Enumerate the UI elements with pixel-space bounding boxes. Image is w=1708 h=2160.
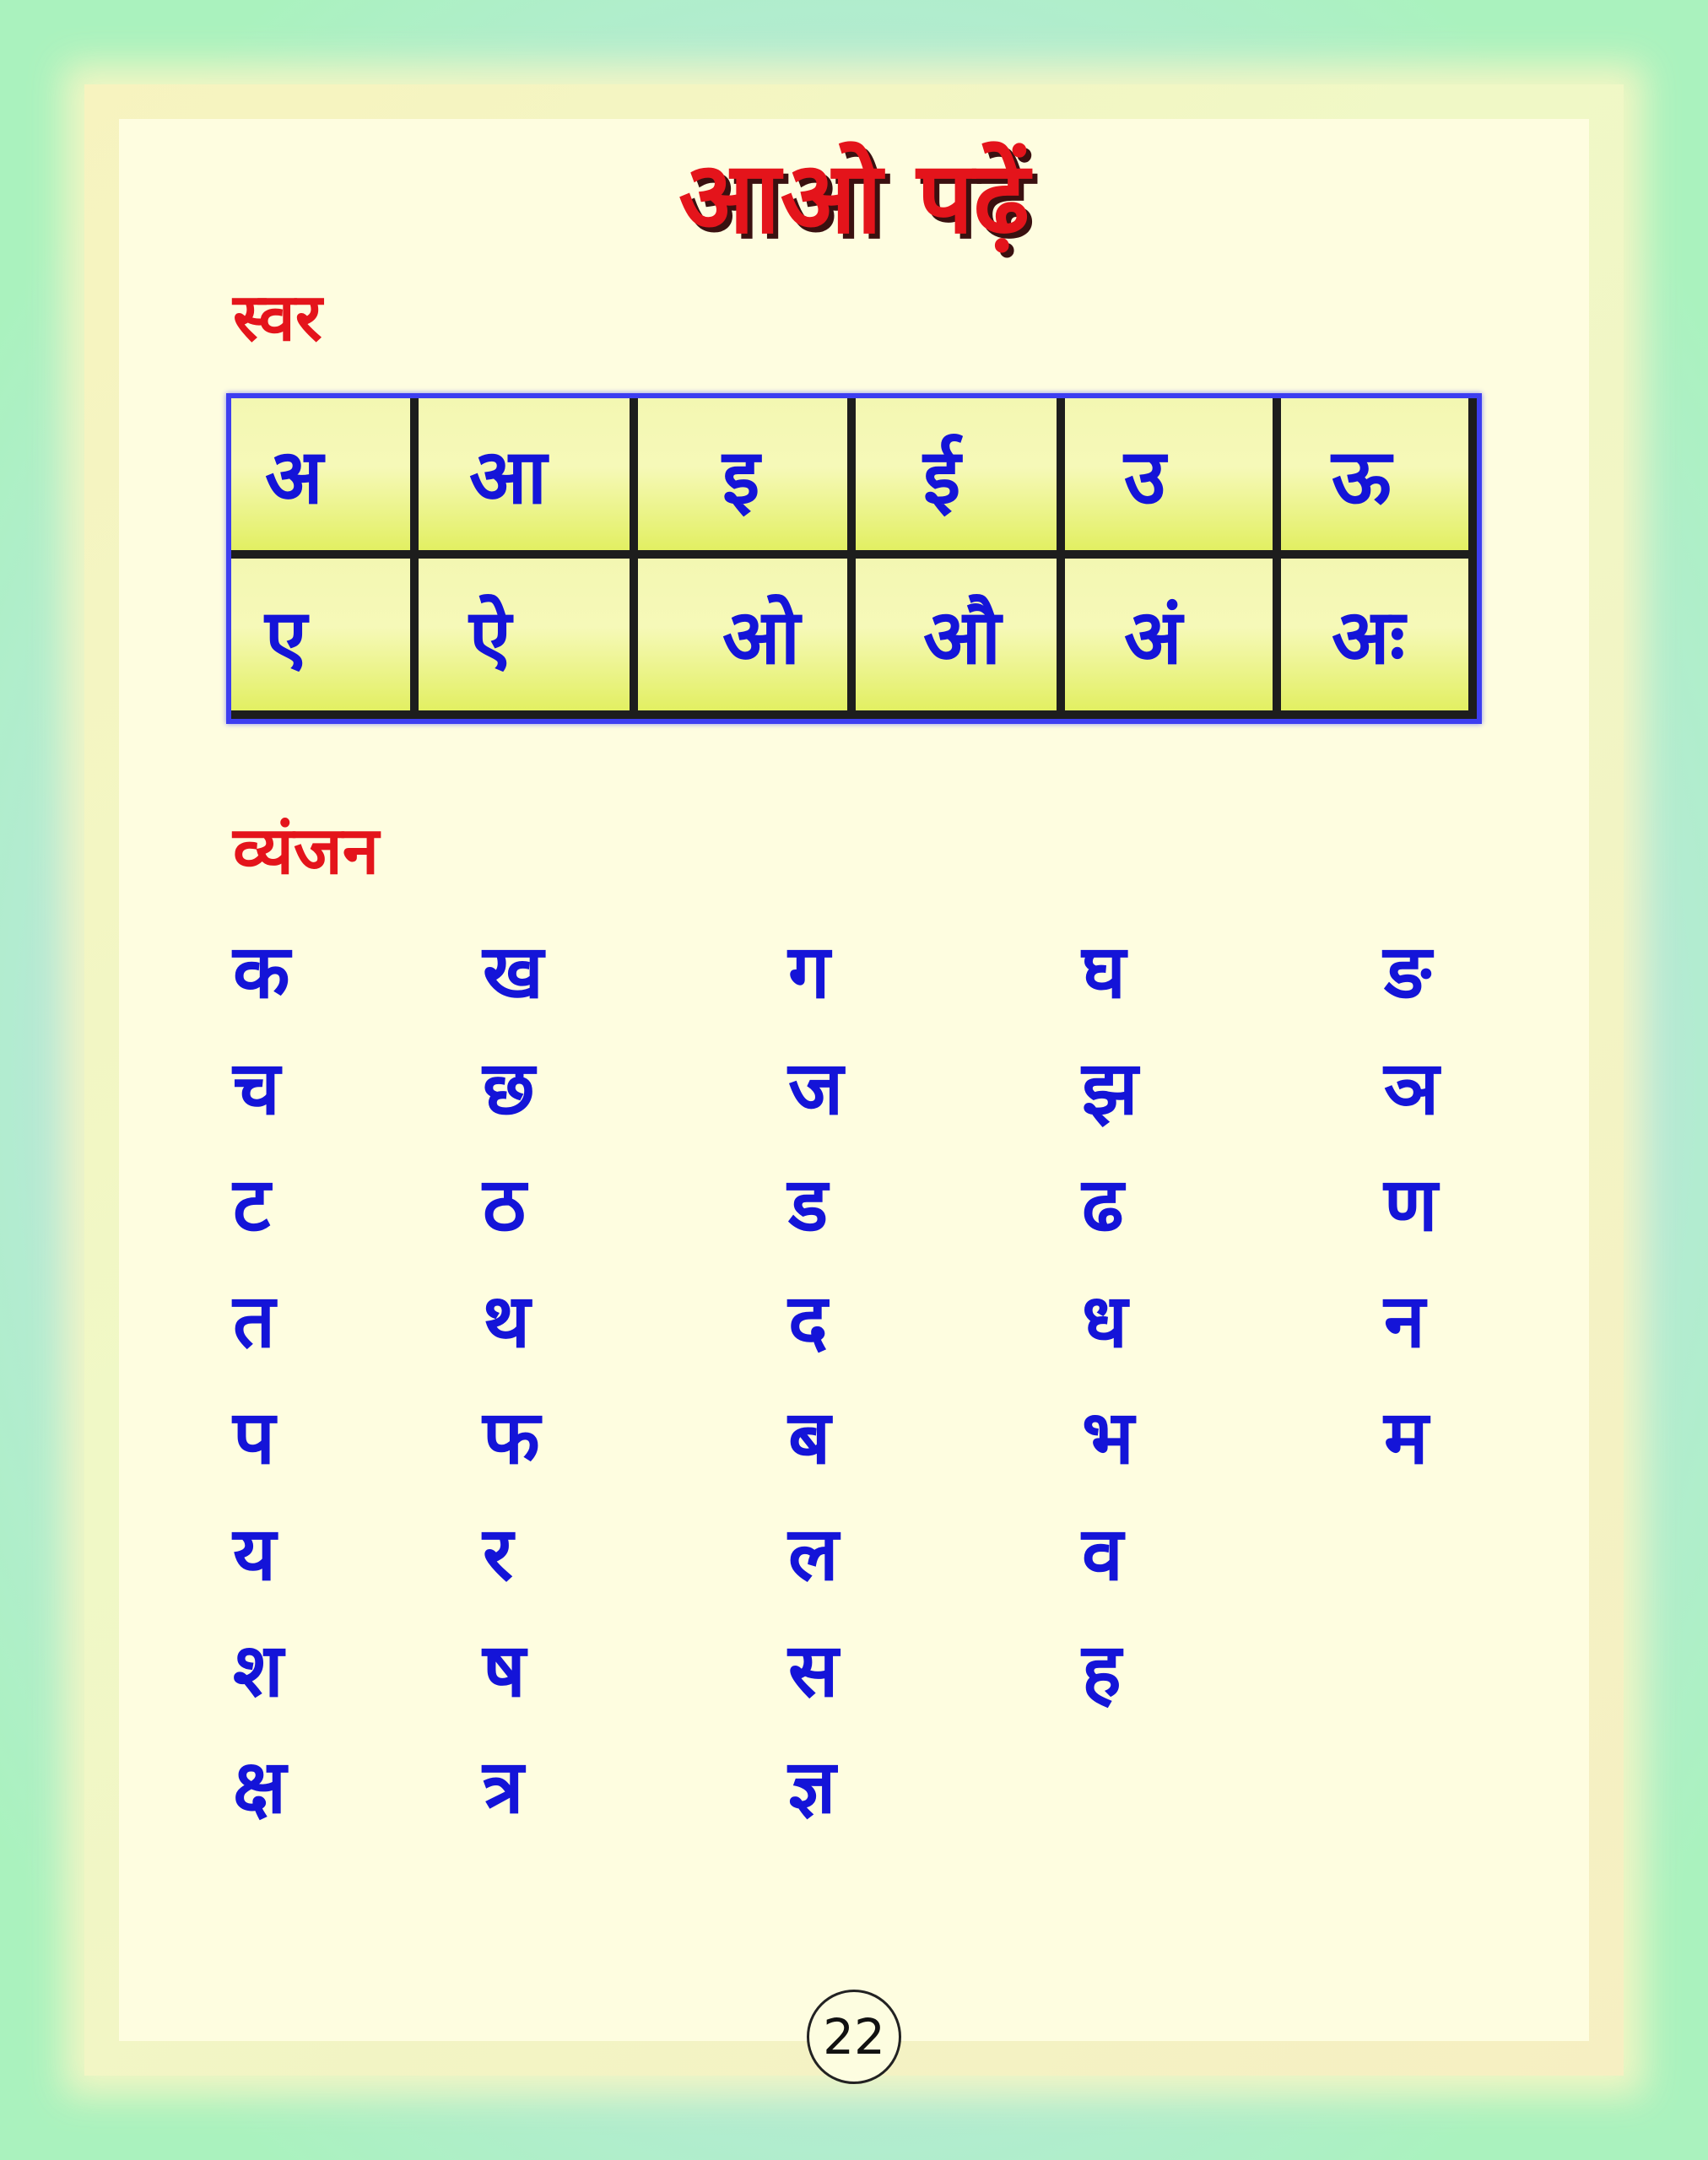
vowels-heading: स्वर: [233, 280, 322, 356]
vowel-cell: इ: [638, 398, 856, 559]
consonant-letter: फ: [483, 1394, 540, 1481]
consonant-letter: म: [1384, 1394, 1429, 1481]
consonant-letter: ङ: [1384, 928, 1432, 1015]
vowel-cell: अ: [231, 398, 419, 559]
consonant-letter: प: [233, 1394, 275, 1481]
consonant-letter: ख: [483, 928, 543, 1015]
vowel-cell: ई: [856, 398, 1065, 559]
consonant-letter: भ: [1082, 1394, 1134, 1481]
vowel-cell: अं: [1065, 559, 1281, 719]
consonant-letter: ब: [788, 1394, 831, 1481]
consonant-letter: व: [1082, 1510, 1123, 1597]
consonant-letter: श: [233, 1627, 284, 1714]
consonant-letter: ण: [1384, 1161, 1438, 1248]
consonant-letter: च: [233, 1045, 280, 1131]
vowel-table: [226, 393, 1482, 724]
vowel-cell: औ: [856, 559, 1065, 719]
consonant-letter: थ: [483, 1277, 531, 1364]
consonant-letter: य: [233, 1510, 277, 1597]
consonant-letter: क्ष: [233, 1743, 287, 1830]
consonant-letter: ल: [788, 1510, 839, 1597]
consonant-letter: न: [1384, 1277, 1425, 1364]
consonant-letter: ञ: [1384, 1045, 1440, 1131]
consonant-letter: ढ: [1082, 1161, 1124, 1248]
consonant-letter: ड: [788, 1161, 829, 1248]
page-number: 22: [807, 1990, 901, 2084]
consonant-letter: ह: [1082, 1627, 1122, 1714]
page-title: आओ पढ़ें: [678, 139, 1030, 256]
consonant-letter: ज: [788, 1045, 844, 1131]
vowel-cell: ऊ: [1281, 398, 1477, 559]
consonant-letter: ठ: [483, 1161, 527, 1248]
vowel-cell: उ: [1065, 398, 1281, 559]
consonant-letter: झ: [1082, 1045, 1138, 1131]
vowel-cell: ए: [231, 559, 419, 719]
consonant-letter: त्र: [483, 1743, 524, 1830]
consonant-letter: र: [483, 1510, 513, 1597]
consonant-letter: ट: [233, 1161, 271, 1248]
vowel-cell: ओ: [638, 559, 856, 719]
consonant-letter: छ: [483, 1045, 535, 1131]
vowel-cell: ऐ: [419, 559, 638, 719]
consonant-letter: द: [788, 1277, 828, 1364]
vowel-cell: अः: [1281, 559, 1477, 719]
consonant-letter: घ: [1082, 928, 1127, 1015]
consonant-letter: ग: [788, 928, 830, 1015]
consonant-letter: क: [233, 928, 290, 1015]
vowel-cell: आ: [419, 398, 638, 559]
consonant-letter: ष: [483, 1627, 526, 1714]
consonant-letter: त: [233, 1277, 276, 1364]
consonant-letter: ज्ञ: [788, 1743, 836, 1830]
consonant-letter: स: [788, 1627, 839, 1714]
consonants-heading: व्यंजन: [233, 813, 380, 889]
consonant-letter: ध: [1082, 1277, 1128, 1364]
